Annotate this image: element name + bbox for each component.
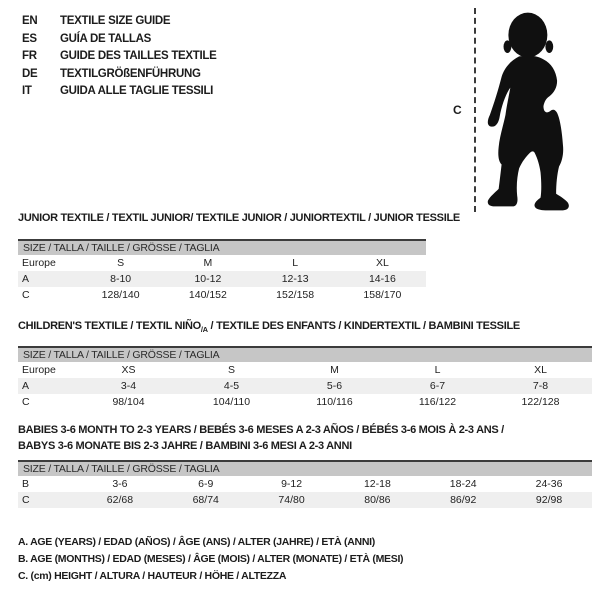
language-label: TEXTILGRÖßENFÜHRUNG	[60, 67, 201, 80]
language-row	[22, 31, 217, 49]
row-label: A	[22, 273, 30, 285]
table-row	[18, 492, 592, 508]
cell-value: 3-6	[112, 478, 128, 490]
cell-value: 152/158	[276, 289, 315, 301]
height-dashed-line	[474, 8, 476, 212]
row-label: Europe	[22, 257, 56, 269]
row-label: C	[22, 396, 30, 408]
language-label: TEXTILE SIZE GUIDE	[60, 15, 171, 27]
baby-silhouette-icon	[486, 6, 598, 214]
cell-value: L	[292, 257, 299, 269]
cell-value: 68/74	[192, 494, 219, 506]
size-header-bar: SIZE / TALLA / TAILLE / GRÖSSE / TAGLIA	[18, 239, 426, 255]
cell-value: 74/80	[278, 494, 305, 506]
language-code: ES	[22, 32, 37, 45]
language-row	[22, 66, 217, 84]
cell-value: 104/110	[212, 396, 251, 408]
language-code: IT	[22, 85, 32, 97]
language-label: GUIDE DES TAILLES TEXTILE	[60, 50, 217, 62]
cell-value: 158/170	[363, 289, 402, 301]
babies-section-title-line2: BABYS 3-6 MONATE BIS 2-3 JAHRE / BAMBINI 3-6 MESI A 2-3 ANNI	[18, 440, 352, 452]
size-header-bar: SIZE / TALLA / TAILLE / GRÖSSE / TAGLIA	[18, 346, 592, 362]
cell-value: 4-5	[223, 380, 240, 392]
babies-section-title-line1: BABIES 3-6 MONTH TO 2-3 YEARS / BEBÉS 3-6 MESES A 2-3 AÑOS / BÉBÉS 3-6 MOIS À 2-3 ANS /	[18, 424, 504, 436]
cell-value: 80/86	[364, 494, 391, 506]
children-title-subscript: /A	[200, 325, 208, 335]
children-size-table	[18, 346, 592, 410]
cell-value: XS	[121, 364, 136, 376]
cell-value: 5-6	[326, 380, 343, 392]
cell-value: 6-7	[429, 380, 446, 392]
table-row	[18, 287, 426, 303]
legend-age-years: A. AGE (YEARS) / EDAD (AÑOS) / ÂGE (ANS) / ALTER (JAHRE) / ETÀ (ANNI)	[18, 536, 375, 548]
cell-value: 7-8	[532, 380, 549, 392]
cell-value: 98/104	[112, 396, 145, 408]
junior-section-title: JUNIOR TEXTILE / TEXTIL JUNIOR/ TEXTILE JUNIOR / JUNIORTEXTIL / JUNIOR TESSILE	[18, 212, 460, 224]
cell-value: S	[227, 364, 235, 376]
table-row	[18, 476, 592, 492]
cell-value: 3-4	[120, 380, 137, 392]
row-label: A	[22, 380, 30, 392]
cell-value: 6-9	[198, 478, 214, 490]
children-title-suffix: / TEXTILE DES ENFANTS / KINDERTEXTIL / BAMBINI TESSILE	[207, 320, 520, 332]
cell-value: 14-16	[368, 273, 396, 285]
children-title-prefix: CHILDREN'S TEXTILE / TEXTIL NIÑO	[18, 320, 201, 332]
cell-value: 18-24	[449, 478, 477, 490]
language-row	[22, 83, 217, 101]
cell-value: 9-12	[281, 478, 303, 490]
cell-value: M	[330, 364, 339, 376]
children-section-title	[18, 320, 520, 334]
row-label: C	[22, 494, 30, 506]
cell-value: 110/116	[316, 396, 353, 408]
cell-value: 92/98	[535, 494, 563, 506]
cell-value: 122/128	[521, 396, 560, 408]
language-label: GUIDA ALLE TAGLIE TESSILI	[60, 85, 214, 97]
language-code: EN	[22, 15, 38, 27]
cell-value: XL	[375, 257, 389, 269]
cell-value: 12-18	[363, 478, 391, 490]
table-row	[18, 362, 592, 378]
language-code: DE	[22, 67, 38, 80]
row-label: Europe	[22, 364, 56, 376]
row-label: C	[22, 289, 30, 301]
legend-age-months: B. AGE (MONTHS) / EDAD (MESES) / ÂGE (MOIS) / ALTER (MONATE) / ETÀ (MESI)	[18, 553, 404, 565]
language-row	[22, 48, 217, 66]
cell-value: 8-10	[110, 273, 132, 285]
table-row	[18, 394, 592, 410]
cell-value: 12-13	[281, 273, 309, 285]
cell-value: 24-36	[535, 478, 563, 490]
legend-height: C. (cm) HEIGHT / ALTURA / HAUTEUR / HÖHE / ALTEZZA	[18, 570, 287, 582]
table-row	[18, 378, 592, 394]
table-row	[18, 271, 426, 287]
cell-value: 86/92	[450, 494, 477, 506]
row-label: B	[22, 478, 30, 490]
cell-value: 62/68	[106, 494, 134, 506]
junior-size-table	[18, 239, 426, 303]
language-block	[22, 13, 217, 101]
cell-value: XL	[534, 364, 547, 376]
cell-value: 10-12	[194, 273, 222, 285]
cell-value: 116/122	[418, 396, 457, 408]
cell-value: 140/152	[188, 289, 227, 301]
language-label: GUÍA DE TALLAS	[60, 32, 151, 45]
height-label: C	[453, 103, 462, 117]
cell-value: S	[117, 257, 125, 269]
language-row	[22, 13, 217, 31]
language-code: FR	[22, 50, 37, 62]
babies-size-table	[18, 460, 592, 508]
table-row	[18, 255, 426, 271]
size-header-bar: SIZE / TALLA / TAILLE / GRÖSSE / TAGLIA	[18, 460, 592, 476]
cell-value: M	[203, 257, 213, 269]
cell-value: 128/140	[101, 289, 140, 301]
cell-value: L	[434, 364, 441, 376]
